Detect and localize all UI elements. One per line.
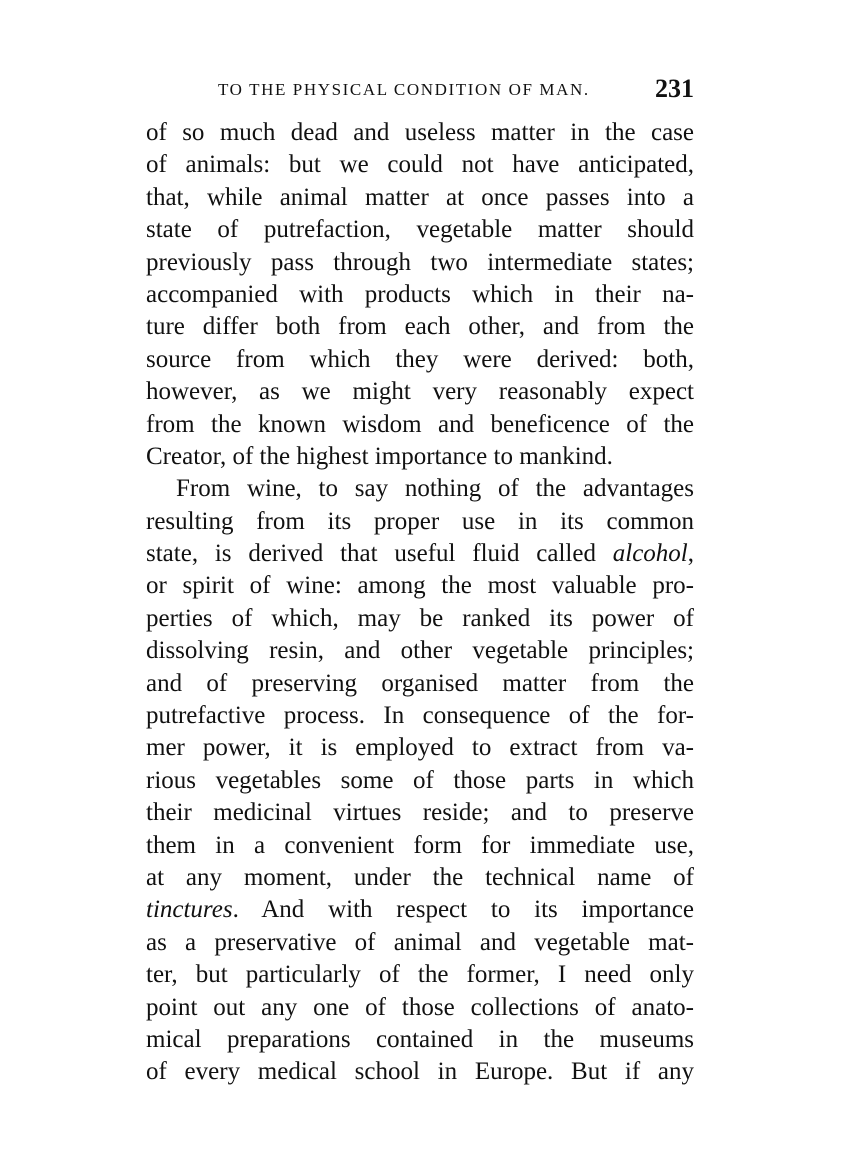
text-line: as a preservative of animal and vegetable mat- (146, 928, 694, 956)
text-line: source from which they were derived: both, (146, 345, 694, 373)
text-line: resulting from its proper use in its common (146, 507, 694, 535)
page-header (148, 74, 694, 104)
running-head: TO THE PHYSICAL CONDITION OF MAN. (218, 80, 590, 99)
text-line: point out any one of those collections of anato- (146, 993, 694, 1021)
paragraph-start-line: From wine, to say nothing of the advantages (176, 475, 694, 503)
text-line: from the known wisdom and beneficence of the (146, 410, 694, 438)
text-line: of so much dead and useless matter in the case (146, 119, 694, 146)
text-line: putrefactive process. In consequence of the for- (146, 702, 694, 730)
text-line: rious vegetables some of those parts in which (146, 766, 694, 794)
text-line: previously pass through two intermediate states; (146, 248, 694, 276)
text-line: that, while animal matter at once passes into a (146, 183, 694, 211)
text-line: tinctures. And with respect to its importance (146, 896, 694, 924)
text-line: Creator, of the highest importance to mankind. (146, 442, 613, 470)
text-line: ter, but particularly of the former, I need only (146, 961, 694, 989)
text-line: or spirit of wine: among the most valuable pro- (146, 572, 694, 600)
text-line: however, as we might very reasonably expect (146, 378, 694, 406)
text-line: of every medical school in Europe. But if any (146, 1058, 694, 1086)
text-line: state of putrefaction, vegetable matter should (146, 216, 694, 244)
text-line: accompanied with products which in their na- (146, 280, 694, 308)
text-line: mical preparations contained in the museums (146, 1025, 694, 1053)
text-line: and of preserving organised matter from the (146, 669, 694, 697)
text-line: at any moment, under the technical name of (146, 863, 694, 891)
text-line: perties of which, may be ranked its power of (146, 604, 694, 632)
text-line: of animals: but we could not have anticipated, (146, 151, 694, 179)
italic-term: tinctures (146, 896, 233, 924)
text-line: ture differ both from each other, and from the (146, 313, 694, 341)
text-line: mer power, it is employed to extract from va- (146, 734, 694, 762)
text-line: their medicinal virtues reside; and to preserve (146, 799, 694, 827)
page-number: 231 (655, 74, 694, 103)
text-line: state, is derived that useful fluid called alcohol, (146, 540, 694, 568)
text-line: them in a convenient form for immediate use, (146, 831, 694, 859)
italic-term: alcohol (612, 540, 688, 568)
body-text (146, 117, 694, 1089)
text-line: dissolving resin, and other vegetable principles; (146, 637, 694, 665)
